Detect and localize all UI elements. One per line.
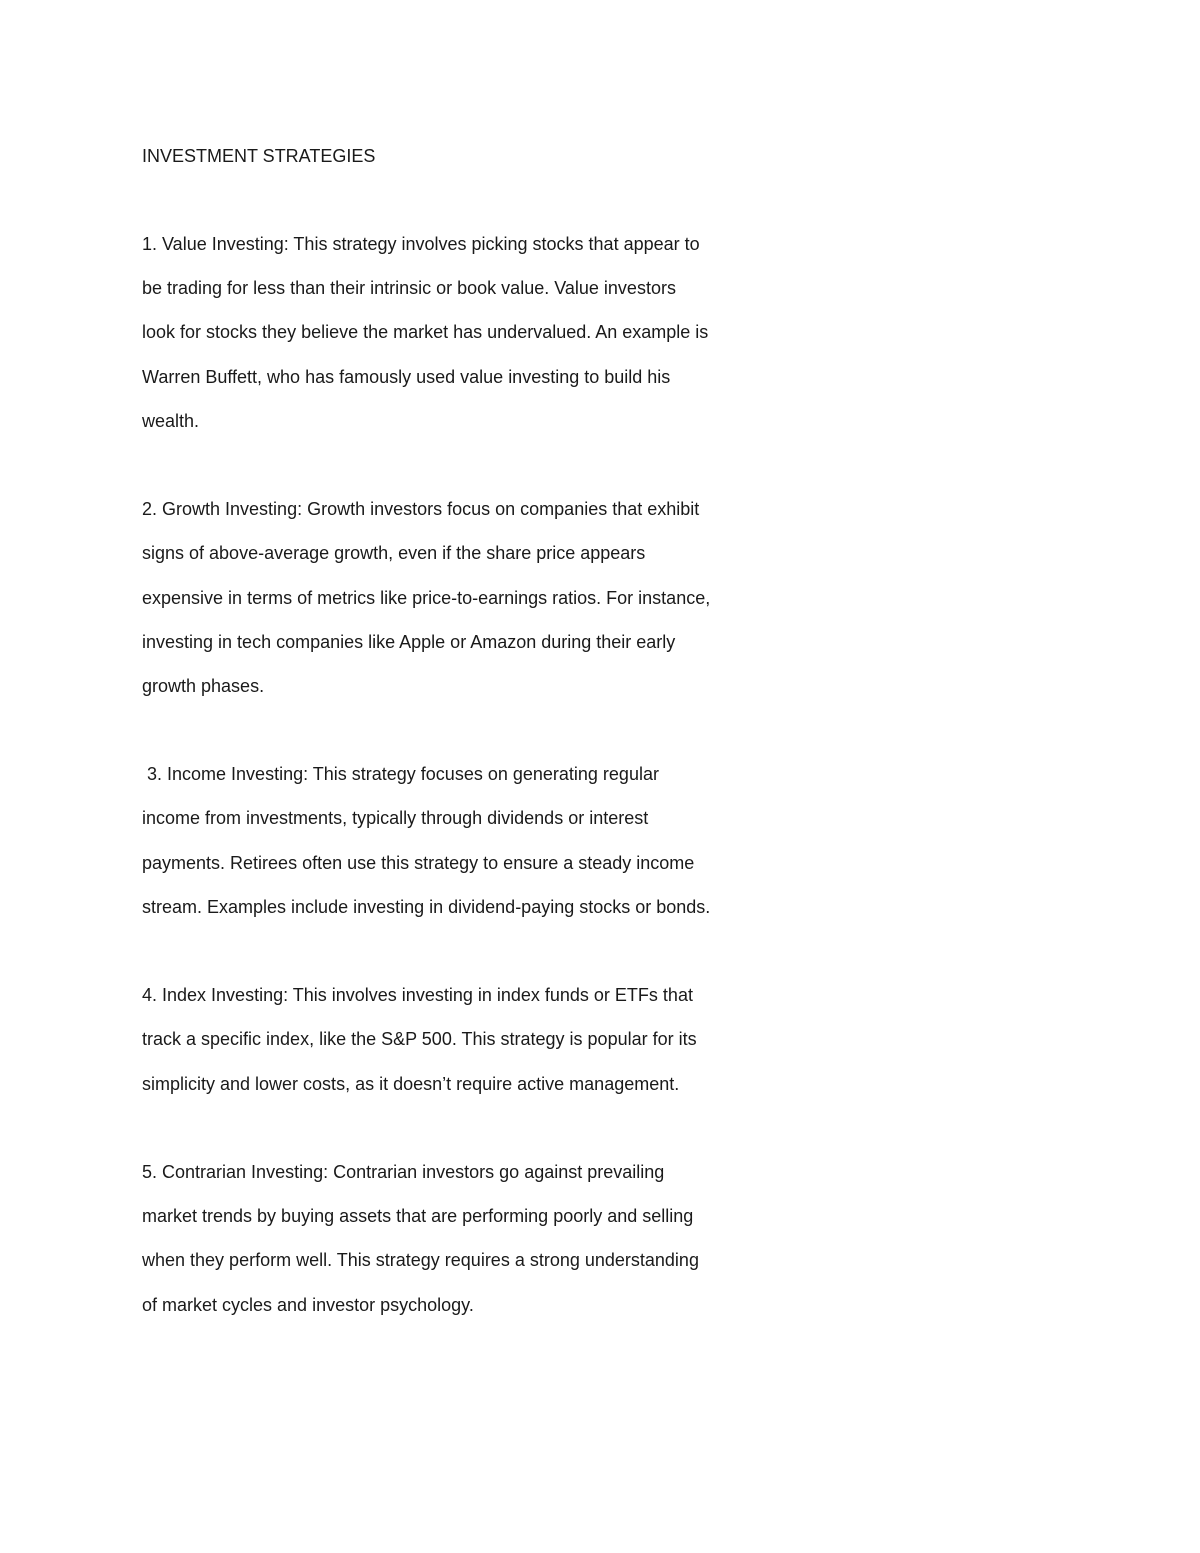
paragraph-line: wealth. [142, 410, 200, 431]
paragraph-line: payments. Retirees often use this strategy to ensure a steady income [142, 852, 695, 873]
paragraph-line: Warren Buffett, who has famously used value investing to build his [142, 366, 671, 387]
paragraph-line: 3. Income Investing: This strategy focuses on generating regular [142, 764, 659, 785]
paragraph-line: expensive in terms of metrics like price-to-earnings ratios. For instance, [142, 587, 711, 608]
spacer [142, 715, 792, 759]
paragraph-line: 1. Value Investing: This strategy involves picking stocks that appear to [142, 234, 700, 254]
spacer [142, 936, 792, 980]
paragraph-line: simplicity and lower costs, as it doesn’t require active management. [142, 1073, 680, 1094]
paragraph-line: investing in tech companies like Apple or Amazon during their early [142, 631, 676, 652]
paragraph-line: when they perform well. This strategy requires a strong understanding [142, 1250, 699, 1271]
section-growth-investing [142, 494, 792, 715]
section-value-investing [142, 229, 792, 450]
section-contrarian-investing [142, 1157, 792, 1334]
paragraph-line: 2. Growth Investing: Growth investors focus on companies that exhibit [142, 499, 700, 520]
section-index-investing [142, 980, 792, 1113]
paragraph-line: look for stocks they believe the market has undervalued. An example is [142, 322, 709, 343]
document-body [142, 141, 792, 1334]
paragraph-line: growth phases. [142, 675, 265, 696]
paragraph-line: be trading for less than their intrinsic or book value. Value investors [142, 278, 676, 299]
paragraph-line: stream. Examples include investing in dividend-paying stocks or bonds. [142, 896, 711, 917]
paragraph-line: 4. Index Investing: This involves investing in index funds or ETFs that [142, 985, 693, 1006]
spacer [142, 450, 792, 494]
document-title: INVESTMENT STRATEGIES [142, 146, 376, 166]
spacer [142, 1113, 792, 1157]
paragraph-line: of market cycles and investor psychology. [142, 1294, 474, 1315]
paragraph-line: income from investments, typically through dividends or interest [142, 808, 649, 829]
paragraph-line: track a specific index, like the S&P 500. This strategy is popular for its [142, 1029, 697, 1050]
paragraph-line: signs of above-average growth, even if the share price appears [142, 543, 646, 564]
section-income-investing [142, 759, 792, 936]
spacer [142, 171, 792, 229]
paragraph-line: 5. Contrarian Investing: Contrarian investors go against prevailing [142, 1161, 665, 1182]
paragraph-line: market trends by buying assets that are performing poorly and selling [142, 1206, 694, 1227]
